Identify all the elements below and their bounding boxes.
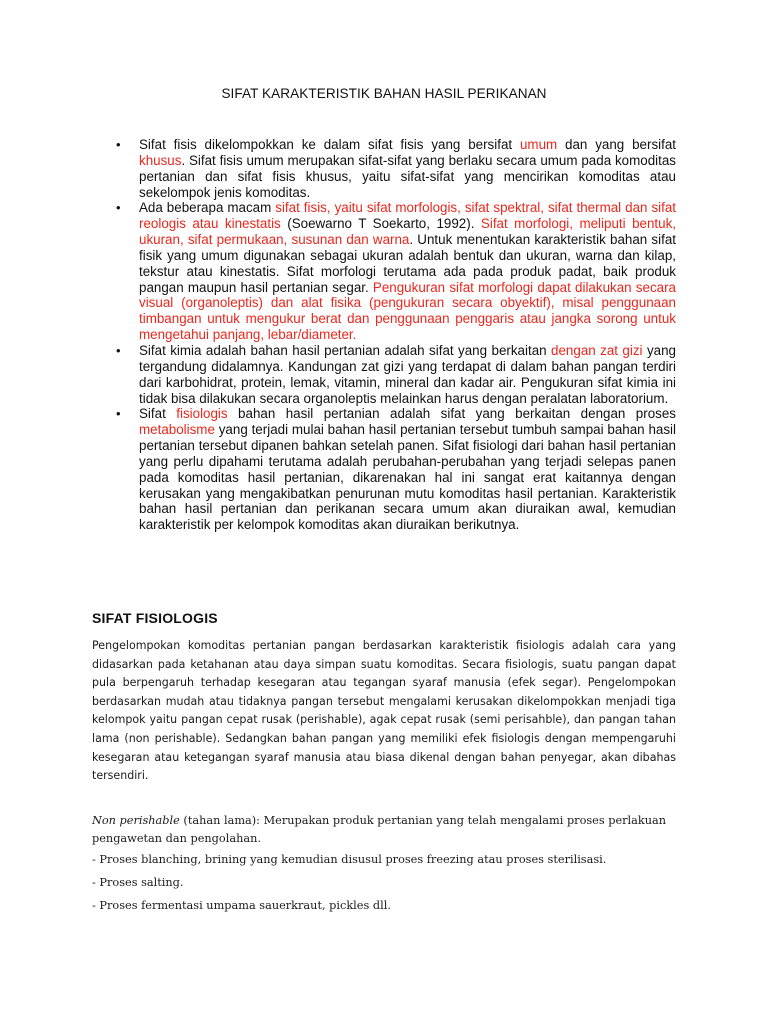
section-paragraph: Pengelompokan komoditas pertanian pangan berdasarkan karakteristik fisiologis adalah cara yang didasarkan pada ketahanan atau daya simpan suatu komoditas. Secara fisiologis, suatu pangan dapat pula berpengaruh terhadap kesegaran atau tegangan syaraf manusia (efek segar). Pengelompokan berdasarkan mudah atau tidaknya pangan tersebut mengalami kerusakan dikelompokkan menjadi tiga kelompok yaitu pangan cepat rusak (perishable), agak cepat rusak (semi perisahble), dan pangan tahan lama (non perishable). Sedangkan bahan pangan yang memiliki efek fisiologis dengan mempengaruhi kesegaran atau ketegangan syaraf manusia atau biasa dikenal dengan bahan penyegar, akan dibahas tersendiri. bbox=[92, 639, 676, 783]
bullet-dot-icon: • bbox=[116, 137, 121, 152]
highlighted-text: metabolisme bbox=[139, 422, 215, 438]
bullet-text bbox=[139, 406, 676, 532]
highlighted-text: khusus bbox=[139, 152, 182, 168]
body-text: yang terjadi mulai bahan hasil pertanian tersebut tumbuh sampai bahan hasil pertanian tersebut dipanen bahkan setelah panen. Sifat fisiologi dari bahan hasil pertanian yang perlu dipahami terutama adalah perubahan-perubahan yang terjadi selepas panen pada komoditas hasil pertanian, dikarenakan hal ini sangat erat kaitannya dengan kerusakan yang mengakibatkan penurunan mutu komoditas hasil pertanian. Karakteristik bahan hasil pertanian dan perikanan secara umum akan diuraikan awal, kemudian karakteristik per kelompok komoditas akan diuraikan berikutnya. bbox=[139, 422, 676, 533]
non-perishable-term: Non perishable bbox=[92, 814, 180, 827]
bullet-list bbox=[112, 137, 676, 533]
non-perishable-intro bbox=[92, 812, 682, 848]
highlighted-text: umum bbox=[519, 137, 558, 152]
bullet-item bbox=[112, 200, 676, 343]
body-text: Sifat kimia adalah bahan hasil pertanian adalah sifat yang berkaitan bbox=[139, 342, 552, 358]
bullet-item bbox=[112, 137, 676, 200]
process-item: - Proses fermentasi umpama sauerkraut, pickles dll. bbox=[92, 899, 391, 912]
page-title: SIFAT KARAKTERISTIK BAHAN HASIL PERIKANAN bbox=[221, 86, 547, 101]
body-text: . Untuk menentukan karakteristik bahan sifat fisik yang umum digunakan sebagai ukuran adalah bentuk dan ukuran, warna dan kilap, tekstur atau kinestatis. Sifat morfologi terutama ada pada produk padat, baik produk pangan maupun hasil pertanian segar. bbox=[139, 232, 676, 295]
highlighted-text: dengan zat gizi bbox=[551, 342, 643, 358]
bullet-dot-icon: • bbox=[116, 200, 121, 216]
section-heading: SIFAT FISIOLOGIS bbox=[92, 610, 218, 626]
bullet-dot-icon: • bbox=[116, 406, 121, 422]
body-text: dan yang bersifat bbox=[557, 137, 677, 152]
bullet-dot-icon: • bbox=[116, 342, 121, 358]
bullet-item bbox=[112, 406, 676, 533]
highlighted-text: fisiologis bbox=[176, 406, 228, 422]
non-perishable-description: (tahan lama): Merupakan produk pertanian yang telah mengalami proses perlakuan pengawetan dan pengolahan. bbox=[92, 814, 667, 845]
bullet-item bbox=[112, 343, 676, 406]
process-item: - Proses salting. bbox=[92, 876, 184, 889]
body-text: Ada beberapa macam bbox=[139, 200, 276, 216]
process-item: - Proses blanching, brining yang kemudian disusul proses freezing atau proses sterilisasi. bbox=[92, 853, 607, 866]
body-text: Sifat bbox=[139, 406, 177, 422]
body-text: bahan hasil pertanian adalah sifat yang berkaitan dengan proses bbox=[227, 406, 676, 422]
body-text: . Sifat fisis umum merupakan sifat-sifat yang berlaku secara umum pada komoditas pertanian dan sifat fisis khusus, yaitu sifat-sifat yang mencirikan komoditas atau sekelompok jenis komoditas. bbox=[139, 152, 676, 200]
body-text: yang tergandung didalamnya. Kandungan zat gizi yang terdapat di dalam bahan pangan terdiri dari karbohidrat, protein, lemak, vitamin, mineral dan kadar air. Pengukuran sifat kimia ini tidak bisa dilakukan secara organoleptis melainkan harus dengan peralatan laboratorium. bbox=[139, 342, 676, 406]
bullet-text bbox=[139, 137, 676, 200]
highlighted-text: Sifat morfologi, meliputi bentuk, ukuran, sifat permukaan, susunan dan warna bbox=[139, 216, 677, 248]
body-text: (Soewarno T Soekarto, 1992). bbox=[280, 216, 481, 232]
bullet-text bbox=[139, 343, 676, 406]
highlighted-text: sifat fisis, yaitu sifat morfologis, sifat spektral, sifat thermal dan sifat reologis atau kinestatis bbox=[139, 200, 676, 232]
highlighted-text: Pengukuran sifat morfologi dapat dilakukan secara visual (organoleptis) dan alat fisika (pengukuran secara obyektif), misal penggunaan timbangan untuk mengukur berat dan penggunaan penggaris atau jangka sorong untuk mengetahui panjang, lebar/diameter. bbox=[139, 279, 677, 343]
bullet-text bbox=[139, 200, 676, 342]
body-text: Sifat fisis dikelompokkan ke dalam sifat fisis yang bersifat bbox=[139, 137, 520, 152]
